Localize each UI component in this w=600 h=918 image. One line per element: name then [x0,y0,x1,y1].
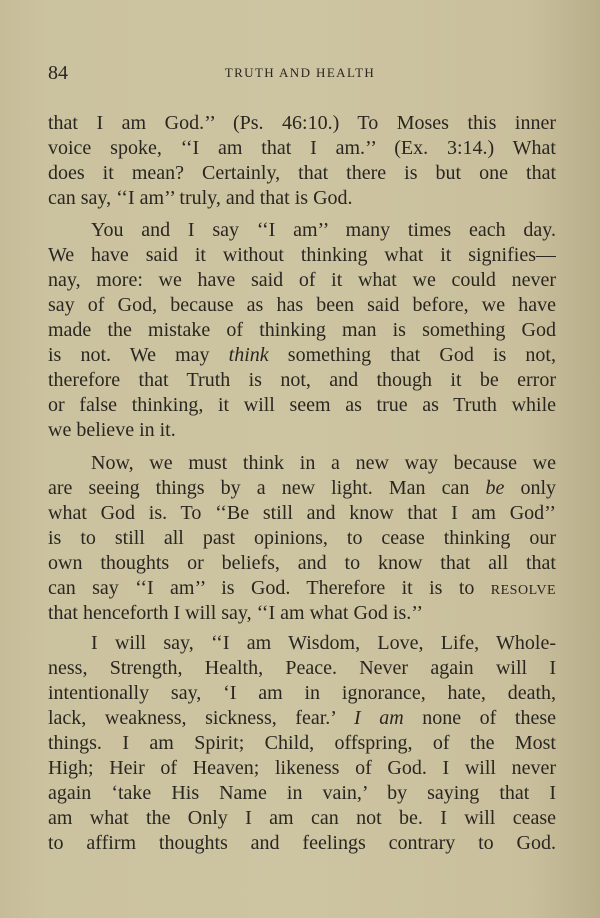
text-run: is not. We may [48,344,229,366]
text-run: what God is. To ‘‘Be still and know that I am God’’ [48,502,556,524]
text-run: that I am God.’’ (Ps. 46:10.) To Moses this inner [48,112,556,134]
text-line [48,243,556,268]
text-line [48,318,556,343]
italic-text: think [228,344,269,366]
text-line [48,268,556,293]
text-run: intentionally say, ‘I am in ignorance, hate, death, [48,682,556,704]
text-line [48,418,556,443]
text-line [48,368,556,393]
text-run: can say, ‘‘I am’’ truly, and that is God. [48,187,353,209]
text-line [48,731,556,756]
text-line [48,501,556,526]
text-run: or false thinking, it will seem as true as Truth while [48,394,556,416]
text-line [48,831,556,856]
page-number: 84 [48,62,68,84]
text-line [48,656,556,681]
text-run: I will say, ‘‘I am Wisdom, Love, Life, Whole- [91,632,556,654]
italic-text: be [485,477,505,499]
text-run: lack, weakness, sickness, fear.’ [48,707,354,729]
text-line [48,293,556,318]
text-run: to affirm thoughts and feelings contrary to God. [48,832,556,854]
text-run: things. I am Spirit; Child, offspring, of the Most [48,732,556,754]
text-run: none of these [403,707,556,729]
text-line [48,111,556,136]
text-run: own thoughts or beliefs, and to know that all that [48,552,556,574]
text-line [48,136,556,161]
text-run: only [504,477,556,499]
text-line [91,631,556,656]
small-caps-text: resolve [490,577,556,599]
text-run: again ‘take His Name in vain,’ by saying that I [48,782,556,804]
text-run: made the mistake of thinking man is something God [48,319,556,341]
text-run: say of God, because as has been said before, we have [48,294,556,316]
text-line [48,526,556,551]
text-line [48,806,556,831]
text-line [48,601,556,626]
text-run: we believe in it. [48,419,176,441]
text-line [48,681,556,706]
text-run: can say ‘‘I am’’ is God. Therefore it is to [48,577,491,599]
text-run: therefore that Truth is not, and though it be error [48,369,556,391]
text-line [91,218,556,243]
text-line [91,451,556,476]
text-line [48,161,556,186]
running-title: TRUTH AND HEALTH [224,65,376,80]
text-run: ness, Strength, Health, Peace. Never again will I [48,657,556,679]
text-run: voice spoke, ‘‘I am that I am.’’ (Ex. 3:14.) What [48,137,556,159]
text-run: Now, we must think in a new way because we [91,452,556,474]
text-run: We have said it without thinking what it signifies— [48,244,556,266]
text-line [48,706,556,731]
text-run: that henceforth I will say, ‘‘I am what God is.’’ [48,602,424,624]
text-run: High; Heir of Heaven; likeness of God. I will never [48,757,556,779]
text-line [48,393,556,418]
text-run: nay, more: we have said of it what we could never [48,269,556,291]
text-run: does it mean? Certainly, that there is but one that [48,162,556,184]
text-line [48,551,556,576]
text-run: is to still all past opinions, to cease thinking our [48,527,556,549]
text-line [48,476,556,501]
text-line [48,756,556,781]
text-run: am what the Only I am can not be. I will cease [48,807,556,829]
text-line [48,576,556,601]
italic-text: I am [354,707,404,729]
text-line [48,343,556,368]
text-run: are seeing things by a new light. Man can [48,477,486,499]
text-run: You and I say ‘‘I am’’ many times each day. [91,219,556,241]
text-line [48,781,556,806]
text-run: something that God is not, [268,344,556,366]
text-line [48,186,556,211]
